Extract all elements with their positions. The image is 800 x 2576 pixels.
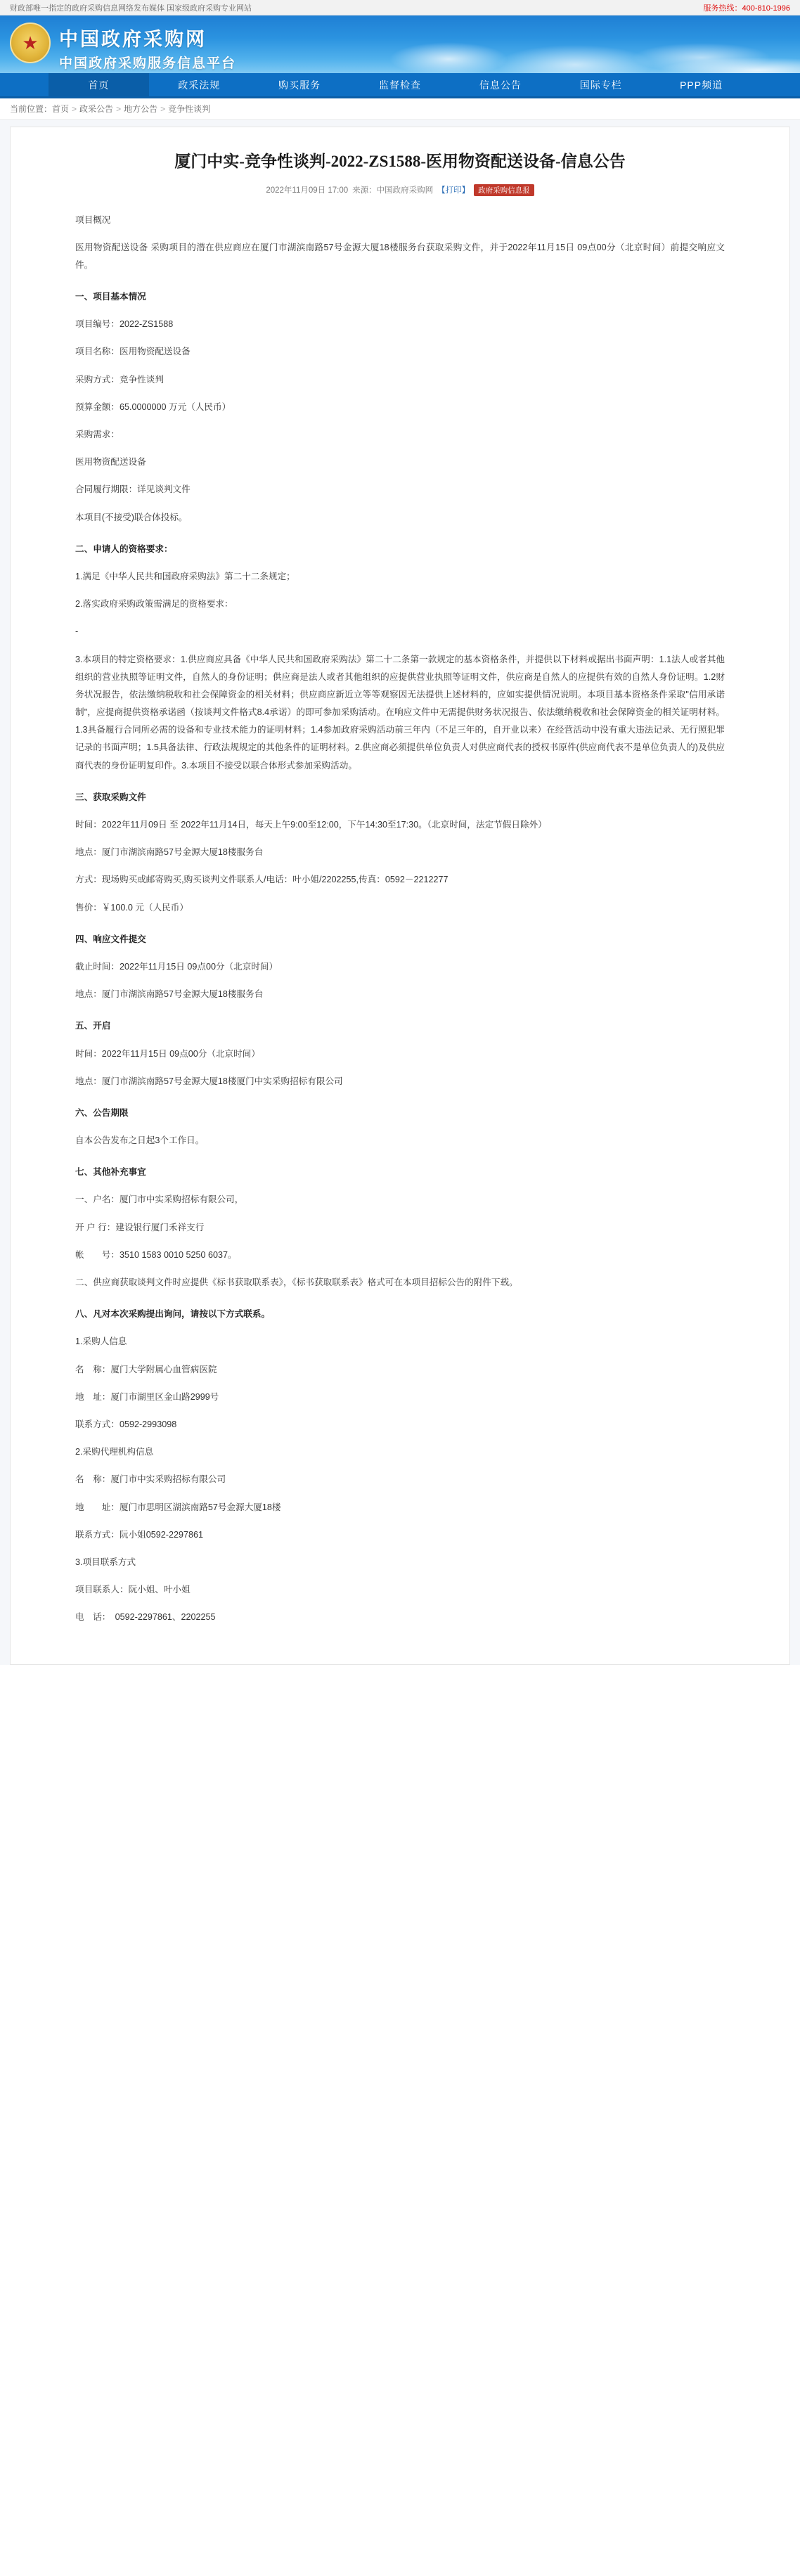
announcement-card (10, 127, 790, 1665)
section-8-heading: 八、凡对本次采购提出询问，请按以下方式联系。 (75, 1309, 271, 1320)
consortium-note: 本项目(不接受)联合体投标。 (75, 512, 188, 522)
contract-period: 合同履行期限：详见谈判文件 (75, 484, 191, 495)
breadcrumb-item-announcements[interactable]: 政采公告 (79, 104, 114, 114)
page-wrapper (0, 120, 800, 1665)
qualification-item-1: 1.满足《中华人民共和国政府采购法》第二十二条规定； (75, 571, 295, 581)
announcement-body (11, 196, 789, 1627)
agency-contact: 联系方式：阮小姐0592-2297861 (75, 1529, 203, 1540)
agency-name: 名 称：厦门市中实采购招标有限公司 (75, 1474, 226, 1485)
section-4-heading: 四、响应文件提交 (75, 934, 146, 944)
site-title-main: 中国政府采购网 (59, 29, 207, 50)
agency-address: 地 址：厦门市思明区湖滨南路57号金源大厦18楼 (75, 1502, 281, 1512)
procurement-demand-label: 采购需求： (75, 430, 120, 439)
qualification-item-2: 2.落实政府采购政策需满足的资格要求： (75, 599, 233, 610)
site-title-sub: 中国政府采购服务信息平台 (59, 56, 237, 71)
page-title: 厦门中实-竞争性谈判-2022-ZS1588-医用物资配送设备-信息公告 (174, 153, 626, 170)
document-meta (11, 184, 789, 196)
announcement-period: 自本公告发布之日起3个工作日。 (75, 1135, 205, 1146)
source-label: 来源：中国政府采购网 (352, 186, 434, 195)
service-hotline: 服务热线：400-810-1996 (703, 4, 790, 13)
qualification-item-3: 3.本项目的特定资格要求：1.供应商应具备《中华人民共和国政府采购法》第二十二条第一款规定的基本资格条件，并提供以下材料或据出书面声明：1.1法人或者其他组织的营业执照等证明文件，自然人的身份证明；供应商是法人或者其他组织的应提供营业执照等证明文件，供应商是自然人的应提供有效的自然人身份证明。1.2财务状况报告，依法缴纳税收和社会保障资金的相关材料；供应商应新近立等等观察因无法提供上述材料的，应如实提供情况说明。本项目基本资格条件采取"信用承诺制"，应提商提供资格承诺函（按谈判文件格式8.4承诺）的即可参加采购活动。在响应文件中无需提供财务状况报告、依法缴纳税收和社会保障资金的相关证明材料。1.3具备履行合同所必需的设备和专业技术能力的证明材料；1.4参加政府采购活动前三年内（不足三年的，自开业以来）在经营活动中没有重大违法记录、无行照犯罪记录的书面声明；1.5具备法律、行政法规规定的其他条件的证明材料。2.供应商必须提供单位负责人对供应商代表的授权书原件(供应商代表不是单位负责人的)及供应商代表的身份证明复印件。3.本项目不接受以联合体形式参加采购活动。 (75, 654, 725, 771)
breadcrumb-item-negotiation[interactable]: 竞争性谈判 (168, 104, 211, 114)
attachment-note: 二、供应商获取谈判文件时应提供《标书获取联系表》，《标书获取联系表》格式可在本项目招标公告的附件下载。 (75, 1277, 518, 1287)
bank-branch: 开 户 行：建设银行厦门禾祥支行 (75, 1222, 205, 1232)
section-6-heading: 六、公告期限 (75, 1107, 129, 1118)
breadcrumb-separator: > (72, 103, 77, 114)
opening-location: 地点：厦门市湖滨南路57号金源大厦18楼厦门中实采购招标有限公司 (75, 1076, 343, 1086)
opening-time: 时间：2022年11月15日 09点00分（北京时间） (75, 1048, 260, 1059)
document-price: 售价：￥100.0 元（人民币） (75, 902, 188, 913)
project-number: 项目编号：2022-ZS1588 (75, 319, 174, 330)
breadcrumb-item-local[interactable]: 地方公告 (124, 104, 158, 114)
submission-location: 地点：厦门市湖滨南路57号金源大厦18楼服务台 (75, 989, 264, 1000)
overview-paragraph: 医用物资配送设备 采购项目的潜在供应商应在厦门市湖滨南路57号金源大厦18楼服务台获取采购文件，并于2022年11月15日 09点00分（北京时间）前提交响应文件。 (75, 242, 725, 270)
cloud-decoration (364, 15, 800, 73)
nav-item-international[interactable]: 国际专栏 (579, 79, 622, 91)
breadcrumb-separator: > (160, 103, 166, 114)
breadcrumb-item-home[interactable]: 首页 (52, 104, 70, 114)
procurement-method: 采购方式：竞争性谈判 (75, 374, 164, 385)
section-2-heading: 二、申请人的资格要求： (75, 543, 173, 554)
purchaser-info-heading: 1.采购人信息 (75, 1337, 127, 1347)
top-utility-bar (0, 0, 800, 15)
document-pickup-location: 地点：厦门市湖滨南路57号金源大厦18楼服务台 (75, 847, 264, 858)
bank-account-number: 帐 号：3510 1583 0010 5250 6037。 (75, 1249, 237, 1260)
procurement-demand-value: 医用物资配送设备 (75, 457, 146, 468)
section-7-heading: 七、其他补充事宜 (75, 1167, 146, 1178)
project-name: 项目名称：医用物资配送设备 (75, 347, 191, 357)
section-1-heading: 一、项目基本情况 (75, 292, 146, 302)
section-overview-heading: 项目概况 (75, 214, 111, 225)
document-pickup-method: 方式：现场购买或邮寄购买,购买谈判文件联系人/电话：叶小姐/2202255,传真：0592－2212277 (75, 875, 449, 885)
qualification-item-2-value: - (75, 626, 79, 637)
main-navigation[interactable] (0, 73, 800, 98)
project-contact-phone: 电 话： 0592-2297861、2202255 (75, 1612, 216, 1623)
nav-item-supervision[interactable]: 监督检查 (379, 79, 421, 91)
top-bar-tagline: 财政部唯一指定的政府采购信息网络发布媒体 国家级政府采购专业网站 (10, 4, 252, 13)
national-emblem-icon: ★ (10, 22, 51, 63)
nav-item-ppp[interactable]: PPP频道 (680, 79, 723, 91)
breadcrumb-prefix: 当前位置： (10, 104, 53, 114)
project-contact-person: 项目联系人：阮小姐、叶小姐 (75, 1585, 191, 1595)
project-contact-heading: 3.项目联系方式 (75, 1557, 136, 1567)
purchaser-address: 地 址：厦门市湖里区金山路2999号 (75, 1391, 219, 1402)
nav-item-regulations[interactable]: 政采法规 (178, 79, 221, 91)
nav-item-purchase-service[interactable]: 购买服务 (278, 79, 321, 91)
site-banner (0, 15, 800, 73)
agency-info-heading: 2.采购代理机构信息 (75, 1447, 154, 1457)
publish-date: 2022年11月09日 17:00 (266, 186, 349, 195)
breadcrumb (0, 98, 800, 120)
nav-items-container (49, 73, 751, 96)
section-3-heading: 三、获取采购文件 (75, 792, 146, 802)
submission-deadline: 截止时间：2022年11月15日 09点00分（北京时间） (75, 961, 278, 972)
purchaser-contact: 联系方式：0592-2993098 (75, 1419, 177, 1429)
section-5-heading: 五、开启 (75, 1021, 111, 1031)
budget-amount: 预算金额：65.0000000 万元（人民币） (75, 401, 231, 412)
nav-item-announcements[interactable]: 信息公告 (479, 79, 522, 91)
document-pickup-time: 时间：2022年11月09日 至 2022年11月14日，每天上午9:00至12:00，下午14:30至17:30。（北京时间，法定节假日除外） (75, 820, 547, 830)
purchaser-name: 名 称：厦门大学附属心血管病医院 (75, 1364, 217, 1374)
print-button[interactable]: 【打印】 (437, 186, 470, 195)
status-badge: 政府采购信息报 (474, 184, 534, 196)
breadcrumb-separator: > (116, 103, 122, 114)
bank-account-name: 一、户名：厦门市中实采购招标有限公司， (75, 1194, 244, 1205)
site-titles (59, 24, 236, 73)
nav-item-home[interactable]: 首页 (49, 73, 149, 96)
